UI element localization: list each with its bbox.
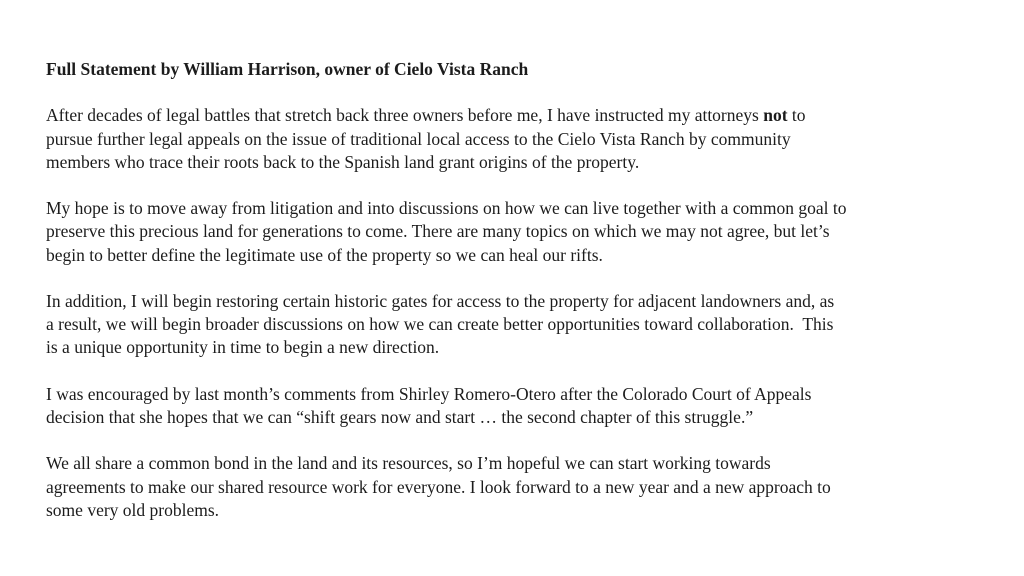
paragraph: [46, 290, 994, 360]
text-segment: I was encouraged by last month’s comments from Shirley Romero-Otero after the Colorado Court of Appeals: [46, 383, 812, 404]
text-line: [46, 406, 994, 429]
text-line: [46, 128, 994, 151]
text-segment: After decades of legal battles that stretch back three owners before me, I have instructed my attorneys: [46, 105, 764, 126]
paragraph: [46, 383, 994, 429]
text-line: [46, 151, 994, 174]
text-segment: agreements to make our shared resource work for everyone. I look forward to a new year and a new approach to: [46, 476, 831, 497]
text-segment: In addition, I will begin restoring certain historic gates for access to the property for adjacent landowners and, as: [46, 290, 835, 311]
text-segment: begin to better define the legitimate use of the property so we can heal our rifts.: [46, 244, 603, 265]
text-segment: pursue further legal appeals on the issue of traditional local access to the Cielo Vista Ranch by community: [46, 128, 791, 149]
text-line: [46, 313, 994, 336]
text-segment: a result, we will begin broader discussions on how we can create better opportunities toward collaboration. This: [46, 314, 834, 335]
text-segment: My hope is to move away from litigation and into discussions on how we can live together with a common goal to: [46, 198, 847, 219]
text-segment: some very old problems.: [46, 499, 220, 520]
text-line: [46, 290, 994, 313]
text-segment: preserve this precious land for generations to come. There are many topics on which we may not agree, but let’s: [46, 221, 830, 242]
text-line: [46, 383, 994, 406]
text-segment: to: [787, 105, 806, 126]
text-segment: not: [763, 105, 788, 126]
text-line: [46, 244, 994, 267]
text-line: [46, 499, 994, 522]
text-line: [46, 336, 994, 359]
text-line: [46, 452, 994, 475]
paragraph: [46, 452, 994, 522]
statement-body: [46, 104, 994, 522]
text-segment: We all share a common bond in the land and its resources, so I’m hopeful we can start working towards: [46, 453, 771, 474]
text-segment: decision that she hopes that we can “shift gears now and start … the second chapter of this struggle.”: [46, 406, 754, 427]
document-title: Full Statement by William Harrison, owner of Cielo Vista Ranch: [46, 59, 529, 79]
paragraph: [46, 197, 994, 267]
text-segment: members who trace their roots back to the Spanish land grant origins of the property.: [46, 151, 640, 172]
text-segment: is a unique opportunity in time to begin a new direction.: [46, 337, 440, 358]
text-line: [46, 220, 994, 243]
text-line: [46, 104, 994, 127]
text-line: [46, 476, 994, 499]
paragraph: [46, 104, 994, 174]
text-line: [46, 197, 994, 220]
